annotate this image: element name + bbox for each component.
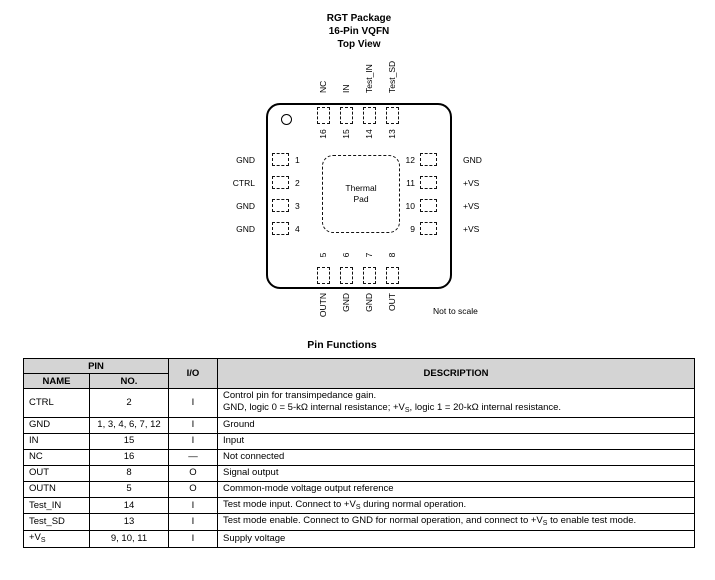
vs-subscript: S: [542, 520, 548, 528]
pin4-number: 4: [295, 224, 300, 234]
pin14-number: 14: [364, 129, 374, 139]
pin-description-cell: Not connected: [218, 449, 695, 465]
pin16-number: 16: [318, 129, 328, 139]
pin-description-cell: Test mode input. Connect to $+V_S$ during normal operation.: [218, 497, 695, 514]
thermal-pad: [322, 155, 400, 233]
table-row-gnd: [24, 417, 695, 433]
pin-no-cell: 14: [90, 497, 169, 514]
pin-io-cell: I: [169, 417, 218, 433]
pin-no-cell: 16: [90, 449, 169, 465]
thermal-pad-line1: Thermal: [345, 183, 377, 193]
pin15-pad: [340, 107, 353, 124]
pin-name-cell: Test_SD: [24, 514, 90, 531]
pin12-label: GND: [463, 155, 482, 165]
pin4-label: GND: [236, 224, 255, 234]
package-title: [266, 12, 452, 51]
pin8-label: OUT: [387, 293, 397, 311]
pin7-label: GND: [364, 293, 374, 312]
thermal-pad-line2: Pad: [353, 194, 369, 204]
pin9-number: 9: [410, 224, 415, 234]
pin2-label: CTRL: [232, 178, 255, 188]
table-row-ctrl: [24, 389, 695, 418]
pin8-pad: [386, 267, 399, 284]
pin10-pad: [420, 199, 437, 212]
pin-io-cell: I: [169, 433, 218, 449]
table-row-test-sd: [24, 514, 695, 531]
pin2-pad: [272, 176, 289, 189]
pin14-label: Test_IN: [364, 64, 374, 93]
pin13-label: Test_SD: [387, 60, 397, 93]
table-row-test-in: [24, 497, 695, 514]
pin-description-cell: [218, 389, 695, 418]
description-header: DESCRIPTION: [218, 359, 695, 389]
pin1-indicator-icon: [281, 114, 292, 125]
header-row-1: [24, 359, 695, 374]
pin-name-cell: NC: [24, 449, 90, 465]
pin-name-cell: IN: [24, 433, 90, 449]
no-header: NO.: [90, 374, 169, 389]
pin5-label: OUTN: [318, 293, 328, 318]
pin-description-cell: Input: [218, 433, 695, 449]
pin1-pad: [272, 153, 289, 166]
pin-no-cell: 2: [90, 389, 169, 418]
pin-no-cell: 9, 10, 11: [90, 531, 169, 548]
pin3-number: 3: [295, 201, 300, 211]
pin-description-cell: Test mode enable. Connect to GND for normal operation, and connect to $+V_S$ to enable test mode.: [218, 514, 695, 531]
pin-io-cell: I: [169, 531, 218, 548]
pin4-pad: [272, 222, 289, 235]
pin16-label: NC: [318, 80, 328, 93]
pin5-pad: [317, 267, 330, 284]
pin-description-cell: Common-mode voltage output reference: [218, 481, 695, 497]
pin14-pad: [363, 107, 376, 124]
pin1-label: GND: [236, 155, 255, 165]
pin-io-cell: —: [169, 449, 218, 465]
pin-name-cell: $+V_S$: [24, 531, 90, 548]
pin3-label: GND: [236, 201, 255, 211]
pin-io-cell: I: [169, 389, 218, 418]
pin16-pad: [317, 107, 330, 124]
pin6-number: 6: [341, 252, 351, 258]
pin12-number: 12: [405, 155, 415, 165]
pin15-label: IN: [341, 84, 351, 93]
vs-subscript: S: [355, 503, 361, 511]
description-line2: GND, logic 0 = 5-kΩ internal resistance; $+V_S$, logic 1 = 20-kΩ internal resistance.: [223, 401, 562, 414]
description-line1: Control pin for transimpedance gain.: [223, 390, 377, 401]
pin11-pad: [420, 176, 437, 189]
pin6-label: GND: [341, 293, 351, 312]
pin6-pad: [340, 267, 353, 284]
pin12-pad: [420, 153, 437, 166]
pin2-number: 2: [295, 178, 300, 188]
pin-name-cell: OUTN: [24, 481, 90, 497]
table-row-vs: [24, 531, 695, 548]
pin9-label: +VS: [463, 224, 480, 234]
pin13-number: 13: [387, 129, 397, 139]
pin-io-cell: O: [169, 481, 218, 497]
pin-io-cell: O: [169, 465, 218, 481]
pin-functions-title: Pin Functions: [307, 339, 377, 351]
pin9-pad: [420, 222, 437, 235]
pin10-label: +VS: [463, 201, 480, 211]
pin-description-cell: Supply voltage: [218, 531, 695, 548]
pin-name-cell: GND: [24, 417, 90, 433]
pin-description-cell: Signal output: [218, 465, 695, 481]
pin-no-cell: 8: [90, 465, 169, 481]
pin-no-cell: 1, 3, 4, 6, 7, 12: [90, 417, 169, 433]
pin-functions-table: [23, 358, 695, 548]
pin1-number: 1: [295, 155, 300, 165]
package-title-line1: RGT Package: [326, 13, 392, 24]
pin-no-cell: 15: [90, 433, 169, 449]
pin7-number: 7: [364, 252, 374, 258]
name-header: NAME: [24, 374, 90, 389]
vs-subscript: S: [40, 537, 46, 545]
pin11-label: +VS: [463, 178, 480, 188]
pin-name-cell: CTRL: [24, 389, 90, 418]
pin-name-cell: OUT: [24, 465, 90, 481]
pin-header: PIN: [24, 359, 169, 374]
io-header: I/O: [169, 359, 218, 389]
table-row-in: [24, 433, 695, 449]
table-row-outn: [24, 481, 695, 497]
pin10-number: 10: [405, 201, 415, 211]
pin7-pad: [363, 267, 376, 284]
vs-subscript: S: [404, 406, 410, 414]
pin11-number: 11: [406, 178, 415, 188]
pin5-number: 5: [318, 252, 328, 258]
pin8-number: 8: [387, 252, 397, 258]
pin13-pad: [386, 107, 399, 124]
package-title-line3: Top View: [337, 39, 381, 50]
pin15-number: 15: [341, 129, 351, 139]
pin-io-cell: I: [169, 514, 218, 531]
pin3-pad: [272, 199, 289, 212]
package-title-line2: 16-Pin VQFN: [328, 26, 390, 37]
pin-io-cell: I: [169, 497, 218, 514]
table-row-out: [24, 465, 695, 481]
pin-name-cell: Test_IN: [24, 497, 90, 514]
not-to-scale-note: Not to scale: [433, 306, 478, 316]
pin-description-cell: Ground: [218, 417, 695, 433]
pin-no-cell: 13: [90, 514, 169, 531]
pin-no-cell: 5: [90, 481, 169, 497]
table-row-nc: [24, 449, 695, 465]
